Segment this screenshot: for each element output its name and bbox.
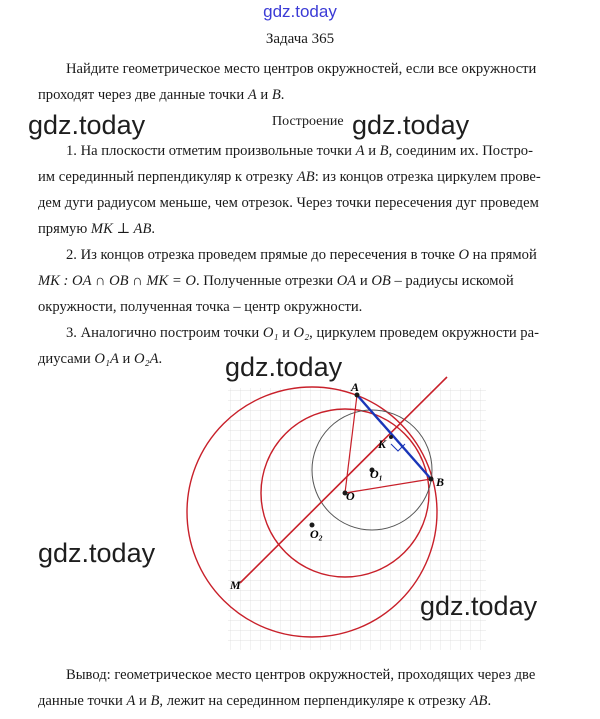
point-b-label: B xyxy=(271,87,281,103)
step-2-line-3: окружности, полученная точка – центр окружности. xyxy=(38,299,363,315)
conclusion-line-2-mid: , лежит на серединном перпендикуляре к отрезку xyxy=(159,693,470,709)
problem-line-2: проходят через две данные точки xyxy=(38,87,248,103)
conjunction: и xyxy=(364,143,380,159)
label-a: A xyxy=(351,380,360,394)
watermark: gdz.today xyxy=(225,352,343,382)
label-o2: O₂ xyxy=(310,527,323,541)
point-o-label: O xyxy=(458,247,470,263)
point-o2-label: O₂ xyxy=(293,325,310,341)
conjunction: и xyxy=(356,273,372,289)
step-2-line-1-end: на прямой xyxy=(469,247,537,263)
conclusion-line-2: данные точки xyxy=(38,693,127,709)
segment-ab-label: AB xyxy=(296,169,315,185)
step-1-line-2-end: : из концов отрезка циркулем прове- xyxy=(314,169,541,185)
point-b-label: B xyxy=(379,143,389,159)
step-2-line-2: . Полученные отрезки xyxy=(195,273,337,289)
period: . xyxy=(280,87,285,103)
point-k xyxy=(389,435,393,439)
conclusion-line-1: Вывод: геометрическое место центров окружностей, проходящих через две xyxy=(66,667,536,683)
segment-ob-label: OB xyxy=(371,273,391,289)
segment-o2a-label: O₂A xyxy=(134,351,159,367)
period: . xyxy=(487,693,492,709)
watermark: gdz.today xyxy=(38,538,156,568)
segment-ab-label: AB xyxy=(469,693,488,709)
step-2-line-1: 2. Из концов отрезка проведем прямые до пересечения в точке xyxy=(66,247,459,263)
segment-o1a-label: O₁A xyxy=(94,351,119,367)
period: . xyxy=(158,351,163,367)
watermark: gdz.today xyxy=(420,591,538,621)
problem-line-1: Найдите геометрическое место центров окружностей, если все окружности xyxy=(66,61,537,77)
conjunction: и xyxy=(135,693,151,709)
step-3-line-2: диусами xyxy=(38,351,95,367)
site-header[interactable]: gdz.today xyxy=(263,2,337,21)
label-m: M xyxy=(230,578,241,592)
task-title: Задача 365 xyxy=(265,31,335,47)
label-b: B xyxy=(436,475,445,489)
point-a-label: A xyxy=(355,143,365,159)
conclusion-text xyxy=(38,662,570,714)
step-2-line-2-end: – радиусы искомой xyxy=(390,273,514,289)
segment-oa-label: OA xyxy=(336,273,357,289)
point-b xyxy=(429,477,434,482)
perpendicular-formula: MK ⊥ AB xyxy=(90,221,152,237)
section-title: Построение xyxy=(272,114,344,129)
step-1-line-4: прямую xyxy=(38,221,91,237)
period: . xyxy=(151,221,156,237)
point-o1-label: O₁ xyxy=(262,325,279,341)
step-1-line-2: им серединный перпендикуляр к отрезку xyxy=(38,169,297,185)
watermark: gdz.today xyxy=(352,110,470,140)
point-a-label: A xyxy=(247,87,257,103)
conjunction: и xyxy=(256,87,272,103)
point-a-label: A xyxy=(126,693,136,709)
step-1-line-3: дем дуги радиусом меньше, чем отрезок. Через точки пересечения дуг проведем xyxy=(38,195,539,211)
conjunction: и xyxy=(278,325,294,341)
step-3-line-1: 3. Аналогично построим точки xyxy=(66,325,263,341)
step-1-line-1-end: , соединим их. Постро- xyxy=(388,143,533,159)
label-k: K xyxy=(378,437,387,451)
step-1-line-1: 1. На плоскости отметим произвольные точки xyxy=(66,143,356,159)
label-o: O xyxy=(346,489,355,503)
watermark: gdz.today xyxy=(28,110,146,140)
step-3-line-1-end: , циркулем проведем окружности ра- xyxy=(309,325,539,341)
intersection-formula: MK : OA ∩ OB ∩ MK = O xyxy=(38,273,196,289)
label-o1: O₁ xyxy=(370,467,383,481)
conjunction: и xyxy=(118,351,134,367)
point-b-label: B xyxy=(150,693,160,709)
